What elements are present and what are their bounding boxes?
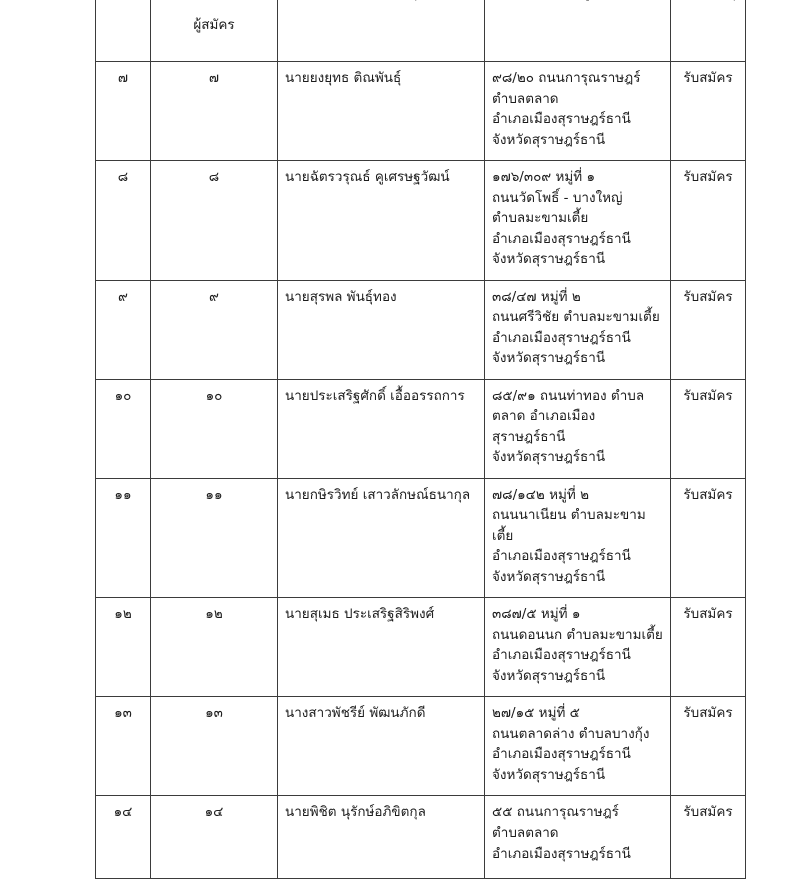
column-header-name bbox=[278, 0, 485, 62]
table-row bbox=[96, 478, 746, 598]
cell-address bbox=[485, 161, 671, 281]
address-line: ตำบลตลาด bbox=[492, 90, 559, 107]
address-line: จังหวัดสุราษฎร์ธานี bbox=[492, 766, 606, 783]
address-line: ถนนดอนนก ตำบลมะขามเตี้ย bbox=[492, 626, 663, 643]
address-line: จังหวัดสุราษฎร์ธานี bbox=[492, 131, 606, 148]
address-line: ๒๗/๑๕ หมู่ที่ ๕ bbox=[492, 705, 580, 722]
address-line: อำเภอเมืองสุราษฎร์ธานี bbox=[492, 111, 631, 128]
address-line: ถนนศรีวิชัย ตำบลมะขามเตี้ย bbox=[492, 309, 660, 326]
cell-remark: รับสมัคร bbox=[671, 62, 746, 161]
cell-order: ๘ bbox=[96, 161, 151, 281]
address-line: อำเภอเมืองสุราษฎร์ธานี bbox=[492, 329, 631, 346]
address-line: ตำบลตลาด bbox=[492, 824, 559, 841]
applicant-table-container bbox=[95, 0, 745, 879]
cell-name: นายสุเมธ ประเสริฐสิริพงศ์ bbox=[278, 598, 485, 697]
cell-applicant: ๑๑ bbox=[151, 478, 278, 598]
column-header-address bbox=[485, 0, 671, 62]
cell-address bbox=[485, 280, 671, 379]
cell-applicant: ๑๒ bbox=[151, 598, 278, 697]
table-header-row bbox=[96, 0, 746, 62]
address-line: ถนนวัดโพธิ์ - บางใหญ่ bbox=[492, 189, 623, 206]
cell-address bbox=[485, 697, 671, 796]
cell-name: นายสุรพล พันธุ์ทอง bbox=[278, 280, 485, 379]
cell-address bbox=[485, 478, 671, 598]
address-line: อำเภอเมืองสุราษฎร์ธานี bbox=[492, 647, 631, 664]
address-line: ๑๗๖/๓๐๙ หมู่ที่ ๑ bbox=[492, 169, 596, 186]
cell-order: ๙ bbox=[96, 280, 151, 379]
address-line: ๗๘/๑๔๒ หมู่ที่ ๒ bbox=[492, 486, 589, 503]
cell-applicant: ๘ bbox=[151, 161, 278, 281]
cell-address bbox=[485, 62, 671, 161]
column-header-remark bbox=[671, 0, 746, 62]
cell-applicant: ๑๐ bbox=[151, 379, 278, 478]
cell-applicant: ๑๓ bbox=[151, 697, 278, 796]
address-line: จังหวัดสุราษฎร์ธานี bbox=[492, 350, 606, 367]
address-line: อำเภอเมืองสุราษฎร์ธานี bbox=[492, 845, 631, 862]
cell-name: นายประเสริฐศักดิ์ เอื้ออรรถการ bbox=[278, 379, 485, 478]
cell-remark: รับสมัคร bbox=[671, 161, 746, 281]
table-body bbox=[96, 62, 746, 879]
cell-name: นายฉัตรวรุณธ์ คูเศรษฐวัฒน์ bbox=[278, 161, 485, 281]
cell-remark: รับสมัคร bbox=[671, 796, 746, 879]
address-line: ตำบลมะขามเตี้ย bbox=[492, 210, 589, 227]
cell-address bbox=[485, 598, 671, 697]
cell-name: นายพิชิต นุรักษ์อภิขิตกุล bbox=[278, 796, 485, 879]
cell-remark: รับสมัคร bbox=[671, 697, 746, 796]
table-row bbox=[96, 379, 746, 478]
cell-name: นายกษิรวิทย์ เสาวลักษณ์ธนากุล bbox=[278, 478, 485, 598]
table-row bbox=[96, 62, 746, 161]
address-line: อำเภอเมืองสุราษฎร์ธานี bbox=[492, 548, 631, 565]
address-line: ๕๕ ถนนการุณราษฎร์ bbox=[492, 804, 619, 821]
table-row bbox=[96, 280, 746, 379]
table-row bbox=[96, 598, 746, 697]
address-line: ถนนตลาดล่าง ตำบลบางกุ้ง bbox=[492, 725, 650, 742]
cell-remark: รับสมัคร bbox=[671, 598, 746, 697]
address-line: จังหวัดสุราษฎร์ธานี bbox=[492, 667, 606, 684]
cell-applicant: ๑๔ bbox=[151, 796, 278, 879]
cell-name: นางสาวพัชรีย์ พัฒนภักดี bbox=[278, 697, 485, 796]
address-line: ถนนนาเนียน ตำบลมะขามเตี้ย bbox=[492, 507, 646, 544]
cell-name: นายยงยุทธ ติณพันธุ์ bbox=[278, 62, 485, 161]
cell-order: ๑๒ bbox=[96, 598, 151, 697]
address-line: จังหวัดสุราษฎร์ธานี bbox=[492, 449, 606, 466]
applicant-table bbox=[95, 0, 746, 879]
cell-order: ๑๔ bbox=[96, 796, 151, 879]
cell-order: ๑๐ bbox=[96, 379, 151, 478]
address-line: ๙๘/๒๐ ถนนการุณราษฎร์ bbox=[492, 70, 641, 86]
cell-address bbox=[485, 379, 671, 478]
column-header-applicant: ผู้สมัคร bbox=[151, 0, 278, 62]
address-line: จังหวัดสุราษฎร์ธานี bbox=[492, 568, 606, 585]
address-line: ตลาด อำเภอเมืองสุราษฎร์ธานี bbox=[492, 408, 596, 445]
table-row bbox=[96, 796, 746, 879]
cell-remark: รับสมัคร bbox=[671, 379, 746, 478]
address-line: อำเภอเมืองสุราษฎร์ธานี bbox=[492, 230, 631, 247]
cell-order: ๑๑ bbox=[96, 478, 151, 598]
address-line: ๘๕/๙๑ ถนนท่าทอง ตำบล bbox=[492, 387, 645, 404]
cell-address bbox=[485, 796, 671, 879]
cell-order: ๗ bbox=[96, 62, 151, 161]
column-header-order bbox=[96, 0, 151, 62]
cell-remark: รับสมัคร bbox=[671, 280, 746, 379]
cell-applicant: ๗ bbox=[151, 62, 278, 161]
address-line: ๓๘๗/๕ หมู่ที่ ๑ bbox=[492, 606, 581, 623]
table-row bbox=[96, 697, 746, 796]
cell-applicant: ๙ bbox=[151, 280, 278, 379]
table-row bbox=[96, 161, 746, 281]
cell-order: ๑๓ bbox=[96, 697, 151, 796]
address-line: จังหวัดสุราษฎร์ธานี bbox=[492, 251, 606, 268]
address-line: ๓๘/๔๗ หมู่ที่ ๒ bbox=[492, 288, 581, 305]
cell-remark: รับสมัคร bbox=[671, 478, 746, 598]
table-header bbox=[96, 0, 746, 62]
address-line: อำเภอเมืองสุราษฎร์ธานี bbox=[492, 746, 631, 763]
